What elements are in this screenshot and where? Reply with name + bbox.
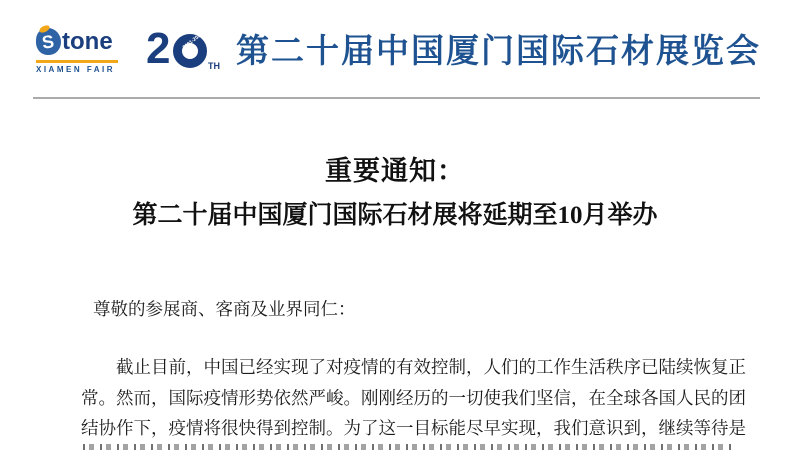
anniversary-20th-logo bbox=[146, 25, 224, 75]
stone-fair-logo bbox=[36, 27, 118, 74]
body-line: 截止目前，中国已经实现了对疫情的有效控制，人们的工作生活秩序已陆续恢复正 bbox=[116, 357, 746, 377]
logo-underline bbox=[36, 60, 118, 63]
fair-title: 第二十届中国厦门国际石材展览会 bbox=[236, 31, 761, 69]
stone-s-letter: S bbox=[41, 30, 56, 53]
anniversary-years: 2001-2020 bbox=[181, 31, 205, 51]
notice-subheading: 第二十届中国厦门国际石材展将延期至10月举办 bbox=[132, 202, 658, 229]
stone-s-icon bbox=[36, 28, 61, 55]
fair-label: XIAMEN FAIR bbox=[36, 64, 116, 74]
clipped-text-line bbox=[83, 444, 733, 450]
body-paragraph bbox=[81, 352, 746, 444]
body-line: 常。然而，国际疫情形势依然严峻。刚刚经历的一切使我们坚信，在全球各国人民的团 bbox=[81, 387, 746, 408]
stone-brand-row bbox=[36, 27, 118, 57]
salutation: 尊敬的参展商、客商及业界同仁： bbox=[93, 299, 356, 319]
header bbox=[36, 22, 760, 78]
anniversary-number: 2 bbox=[146, 24, 171, 73]
anniversary-suffix: TH bbox=[208, 61, 220, 71]
brand-text: tone bbox=[62, 27, 113, 55]
notice-heading: 重要通知： bbox=[325, 156, 465, 186]
body-line: 结协作下，疫情将很快得到控制。为了这一目标能尽早实现，我们意识到，继续等待是 bbox=[81, 418, 746, 438]
header-divider-line bbox=[33, 97, 760, 99]
